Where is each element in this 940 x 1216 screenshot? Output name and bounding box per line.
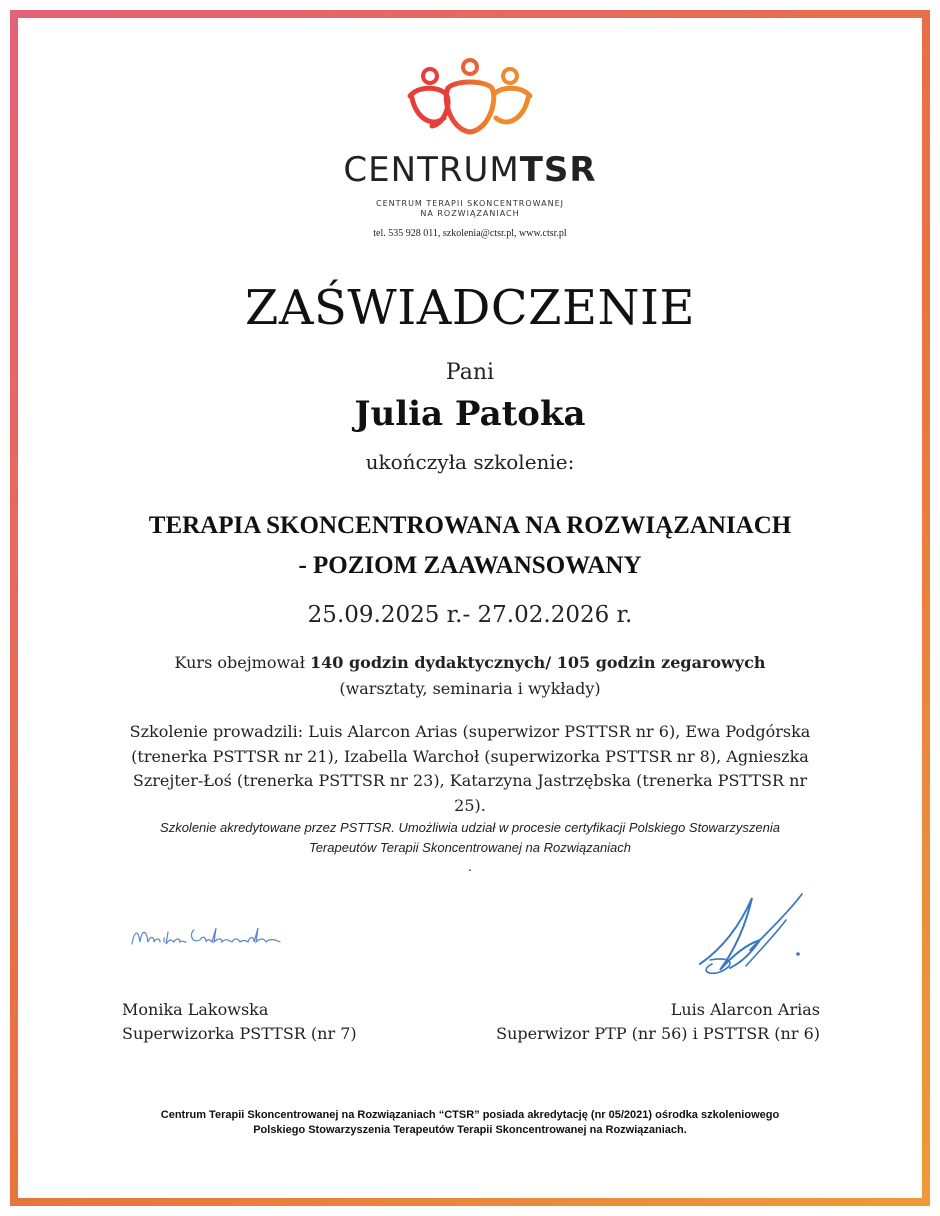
hours-bold: 140 godzin dydaktycznych/ 105 godzin zegarowych [309,653,766,672]
right-signatory-role: Superwizor PTP (nr 56) i PSTTSR (nr 6) [496,1024,820,1043]
certificate-title: ZAŚWIADCZENIE [245,280,695,336]
brand-name-bold: TSR [519,150,597,190]
trainers-paragraph [120,720,820,818]
ctsr-logo-icon [404,58,536,136]
brand-name-regular: CENTRUM [343,150,520,190]
course-title-line2: - POZIOM ZAAWANSOWANY [298,552,642,579]
trainers-line1: Szkolenie prowadzili: Luis Alarcon Arias (superwizor PSTTSR nr 6), Ewa Podgórska [129,722,811,741]
salutation: Pani [445,360,495,385]
contact-info: tel. 535 928 011, szkolenia@ctsr.pl, www.ctsr.pl [373,228,567,239]
left-signature-icon [128,918,298,954]
right-signatory-name: Luis Alarcon Arias [670,1000,820,1019]
right-signature-icon [690,890,810,980]
left-signatory [122,998,357,1046]
brand-name [0,150,940,190]
right-signatory [496,998,820,1046]
separator-dot: . [468,858,472,874]
left-signatory-role: Superwizorka PSTTSR (nr 7) [122,1024,357,1043]
brand-subtitle [0,199,940,219]
footer-line1: Centrum Terapii Skoncentrowanej na Rozwiązaniach “CTSR” posiada akredytację (nr 05/2021) ośrodka szkoleniowego [160,1109,780,1121]
footer-line2: Polskiego Stowarzyszenia Terapeutów Terapii Skoncentrowanej na Rozwiązaniach. [253,1124,687,1136]
recipient-name: Julia Patoka [354,394,586,434]
brand-subtitle-line1: CENTRUM TERAPII SKONCENTROWANEJ [376,199,564,208]
hours-prefix: Kurs obejmował [174,653,310,672]
trainers-line2: (trenerka PSTTSR nr 21), Izabella Warchoł (superwizorka PSTTSR nr 8), Agnieszka [131,746,809,766]
course-title [0,506,940,586]
completed-text: ukończyła szkolenie: [365,450,575,474]
course-title-line1: TERAPIA SKONCENTROWANA NA ROZWIĄZANIACH [148,512,792,539]
left-signatory-name: Monika Lakowska [122,1000,269,1019]
accreditation-note [100,818,840,858]
course-dates: 25.09.2025 r.- 27.02.2026 r. [307,602,633,628]
footer-accreditation [100,1108,840,1138]
course-hours [0,650,940,702]
brand-subtitle-line2: NA ROZWIĄZANIACH [420,209,520,218]
accreditation-line1: Szkolenie akredytowane przez PSTTSR. Umożliwia udział w procesie certyfikacji Polskiego Stowarzyszenia [160,820,780,835]
trainers-line3: Szrejter-Łoś (trenerka PSTTSR nr 23), Katarzyna Jastrzębska (trenerka PSTTSR nr 25). [132,771,808,815]
hours-detail: (warsztaty, seminaria i wykłady) [339,679,601,698]
accreditation-line2: Terapeutów Terapii Skoncentrowanej na Rozwiązaniach [308,840,632,855]
